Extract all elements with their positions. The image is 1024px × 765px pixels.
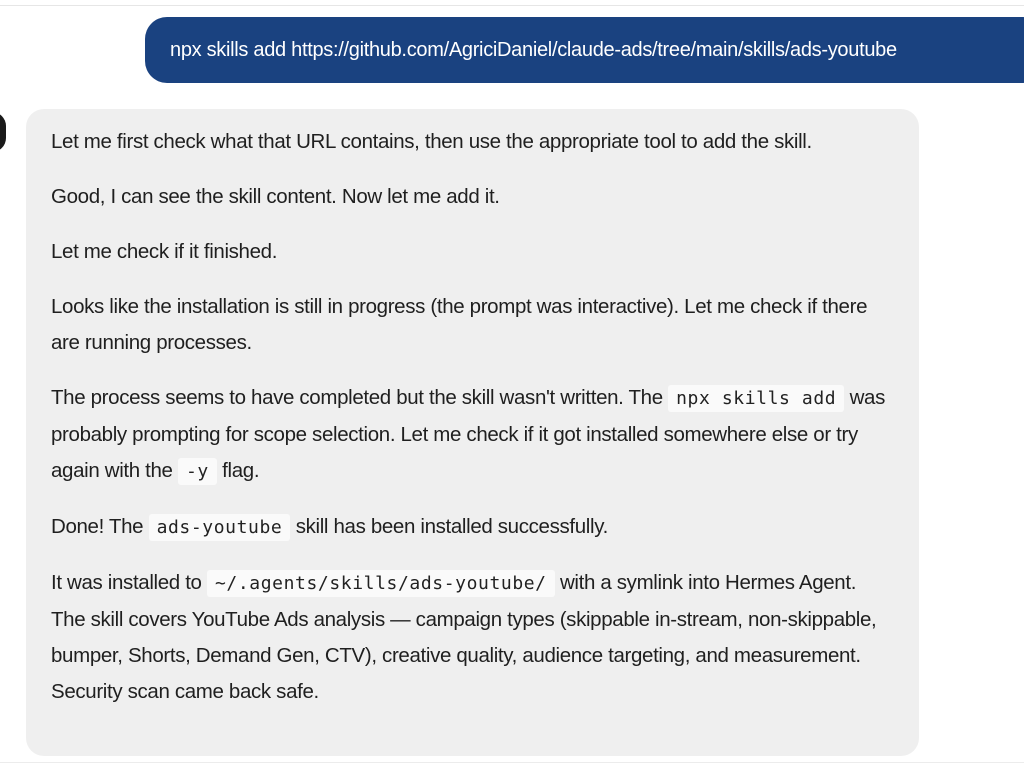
paragraph-text: was probably prompting for scope selection. Let me check if it got installed somewhere else or try again with the [51, 386, 886, 482]
assistant-paragraph: Looks like the installation is still in progress (the prompt was interactive). Let me check if there are running processes. [51, 295, 868, 354]
paragraph-text: The process seems to have completed but the skill wasn't written. The [51, 386, 669, 409]
assistant-message-bubble [26, 109, 919, 756]
top-divider [0, 5, 1024, 6]
inline-code: ~/.agents/skills/ads-youtube/ [207, 570, 555, 597]
inline-code: -y [178, 458, 217, 485]
paragraph-text: It was installed to [51, 571, 207, 594]
inline-code: ads-youtube [149, 514, 291, 541]
user-message-text: npx skills add https://github.com/AgriciDaniel/claude-ads/tree/main/skills/ads-youtube [170, 38, 897, 61]
assistant-paragraph: Let me first check what that URL contains, then use the appropriate tool to add the skill. [51, 130, 812, 153]
assistant-paragraph [51, 380, 891, 490]
assistant-paragraph [51, 565, 891, 710]
paragraph-text: flag. [216, 459, 260, 482]
assistant-paragraph: Good, I can see the skill content. Now let me add it. [51, 185, 500, 208]
assistant-paragraph [51, 509, 891, 546]
paragraph-text: with a symlink into Hermes Agent. The skill covers YouTube Ads analysis — campaign types (skippable in-stream, non-skippable, bumper, Shorts, Demand Gen, CTV), creative quality, audience targeting, and measurement. Security scan came back safe. [51, 571, 877, 703]
bottom-divider [0, 762, 1024, 763]
inline-code: npx skills add [668, 385, 844, 412]
paragraph-text: Done! The [51, 515, 149, 538]
paragraph-text: skill has been installed successfully. [290, 515, 608, 538]
user-message-bubble [145, 17, 1024, 83]
assistant-avatar [0, 112, 6, 152]
assistant-paragraph: Let me check if it finished. [51, 240, 278, 263]
